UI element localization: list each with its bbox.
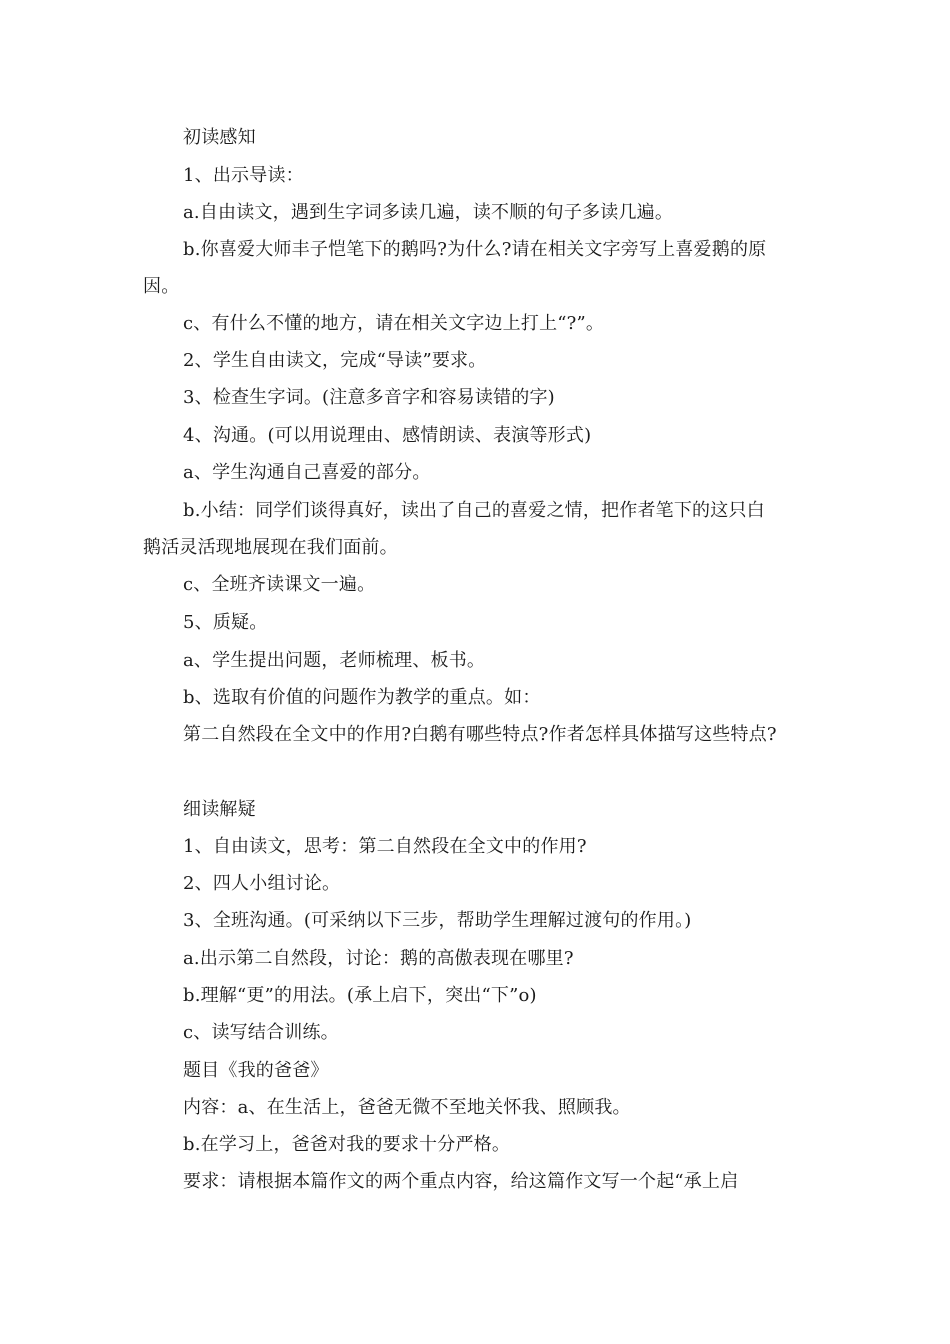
paragraph: a、学生沟通自己喜爱的部分。 <box>183 462 431 483</box>
paragraph: c、全班齐读课文一遍。 <box>183 574 376 595</box>
paragraph: 内容：a、在生活上，爸爸无微不至地关怀我、照顾我。 <box>183 1097 631 1118</box>
paragraph: b、选取有价值的问题作为教学的重点。如： <box>183 687 541 708</box>
section-heading: 细读解疑 <box>183 799 256 820</box>
paragraph: b.在学习上，爸爸对我的要求十分严格。 <box>183 1134 511 1155</box>
paragraph: c、有什么不懂的地方，请在相关文字边上打上“?”。 <box>183 313 605 334</box>
paragraph: 第二自然段在全文中的作用?白鹅有哪些特点?作者怎样具体描写这些特点? <box>183 724 777 745</box>
paragraph: 3、检查生字词。(注意多音字和容易读错的字) <box>183 387 555 408</box>
paragraph: 4、沟通。(可以用说理由、感情朗读、表演等形式) <box>183 425 592 446</box>
paragraph: a.出示第二自然段，讨论：鹅的高傲表现在哪里? <box>183 948 574 969</box>
paragraph: 题目《我的爸爸》 <box>183 1060 329 1081</box>
paragraph: 要求：请根据本篇作文的两个重点内容，给这篇作文写一个起“承上启 <box>183 1171 739 1192</box>
paragraph-continuation: 因。 <box>143 276 180 297</box>
section-heading: 初读感知 <box>183 127 256 148</box>
paragraph: b.小结：同学们谈得真好，读出了自己的喜爱之情，把作者笔下的这只白 <box>183 500 765 521</box>
paragraph: a.自由读文，遇到生字词多读几遍，读不顺的句子多读几遍。 <box>183 202 674 223</box>
paragraph: a、学生提出问题，老师梳理、板书。 <box>183 650 486 671</box>
paragraph: b.理解“更”的用法。(承上启下，突出“下”o) <box>183 985 537 1006</box>
paragraph: 2、学生自由读文，完成“导读”要求。 <box>183 350 487 371</box>
paragraph: 1、自由读文，思考：第二自然段在全文中的作用? <box>183 836 587 857</box>
paragraph: b.你喜爱大师丰子恺笔下的鹅吗?为什么?请在相关文字旁写上喜爱鹅的原 <box>183 239 767 260</box>
paragraph: 3、全班沟通。(可采纳以下三步，帮助学生理解过渡句的作用。) <box>183 910 692 931</box>
paragraph: 5、质疑。 <box>183 612 268 633</box>
paragraph-continuation: 鹅活灵活现地展现在我们面前。 <box>143 537 398 558</box>
paragraph: 2、四人小组讨论。 <box>183 873 341 894</box>
paragraph: c、读写结合训练。 <box>183 1022 339 1043</box>
paragraph: 1、出示导读： <box>183 165 304 186</box>
